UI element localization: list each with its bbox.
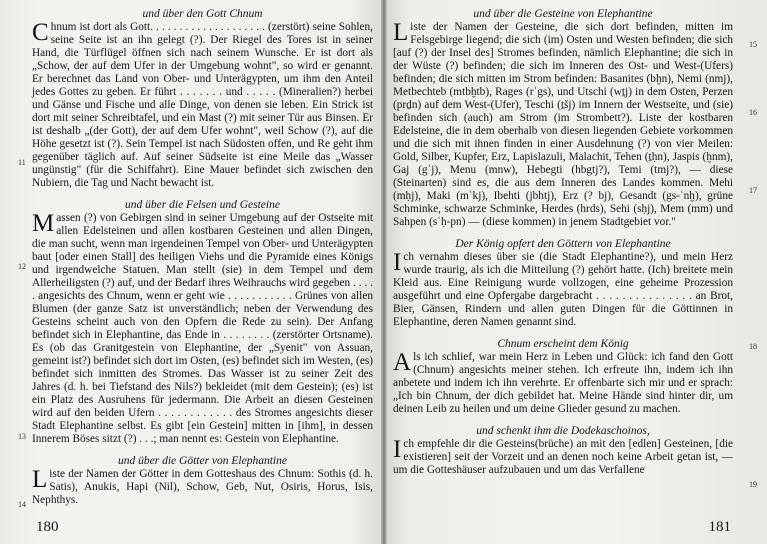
section-heading: Chnum erscheint dem König (497, 338, 629, 350)
page-number: 181 (708, 519, 731, 535)
section-heading: und über die Gesteine von Elephantine (473, 8, 653, 20)
section-dodekaschoinos (393, 425, 733, 477)
left-page (0, 0, 383, 544)
section-text: ch empfehle dir die Gesteins(brüche) an mit den [edlen] Gesteinen, [die existieren] seit der Vorzeit und an denen noch keine Arbeit getan ist, — um die Gotteshäuser aufzubauen und um das Verfallene (393, 438, 733, 476)
section-paragraph (32, 468, 373, 507)
section-heading: und über den Gott Chnum (142, 8, 263, 20)
section-text: hnum ist dort als Gott. . . . . . . . . . . . . . . . . . . . (zerstört) seine Sohlen, seine Seite ist an ihn gelegt (?). Der Riegel des Tores ist in seiner Hand, die Türflügel öffnen sich nach seinem Wunsche. Er ist dort als „Schow, der auf dem Ufer in der Umgebung wohnt", so wird er genannt. Er berechnet das Land von Ober- und Unterägypten, um ihm den Anteil jedes Gottes zu geben. Er führt . . . . . . . und . . . . . (Mineralien?) herbei und Gänse und Fische und alle Dinge, von denen sie leben. Ein Strick ist dort mit seiner Schreibtafel, und ein Mast (?) mit seiner Tür aus Binsen. Er ist deshalb „(der Gott), der auf dem Ufer wohnt", weil Schow (?), auf die Höhe gesetzt ist (?). Sein Tempel ist nach Südosten offen, und Re geht ihm gegenüber täglich auf. Auf seiner Südseite ist eine Meile das „Wasser ungünstig" (für die Schiffahrt). Eine Mauer befindet sich zwischen den Nubiern, die Tag und Nacht bewacht ist. (32, 21, 373, 189)
line-number: 15 (749, 40, 757, 49)
section-paragraph (393, 351, 733, 416)
line-number: 13 (18, 432, 26, 441)
section-text: iste der Namen der Götter in dem Gotteshaus des Chnum: Sothis (d. h. Satis), Anukis, Hapi (Nil), Schow, Geb, Nut, Osiris, Horus, Isis, Nephthys. (32, 468, 373, 506)
section-heading: und über die Felsen und Gesteine (125, 199, 280, 211)
line-number: 12 (18, 262, 26, 271)
section-heading: und schenkt ihm die Dodekaschoinos, (476, 425, 650, 437)
drop-cap: A (393, 349, 412, 376)
section-felsen-gesteine (32, 199, 373, 446)
section-gott-chnum (32, 8, 373, 190)
drop-cap: C (32, 19, 49, 46)
section-heading: Der König opfert den Göttern von Elephantine (455, 238, 671, 250)
line-number: 18 (749, 342, 757, 351)
section-paragraph (393, 438, 733, 477)
drop-cap: M (32, 210, 55, 237)
line-number: 16 (749, 108, 757, 117)
section-text: assen (?) von Gebirgen sind in seiner Umgebung auf der Ostseite mit allen Edelsteinen und allen kostbaren Gesteinen und allen Dingen, die man sucht, wenn man irgendeinen Tempel von Ober- und Unterägypten baut [oder einen Stall] des heiligen Viehs und die Pyramide eines Königs und irgendwelche Statuen. Man stellt (sie) in dem Tempel und dem Allerheiligsten (?) auf, und der Bedarf ihres Weihrauchs wird gegeben . . . . . angesichts des Chnum, wenn er geht wie . . . . . . . . . . . Grünes von allen Blumen (der ganze Satz ist unverständlich; neben der Verwendung des Gesteins scheint auch von den Opfern die Rede zu sein). Der Anfang befindet sich in Elephantine, das Ende in . . . . . . . . (zerstörter Ortsname). Es (ob das Granitgestein von Elephantine, der „Syenit" von Assuan, gemeint ist?) befindet sich dort im Osten, (es) befindet sich im Westen, (es) befindet sich inmitten des Stromes. Das Wasser ist zu seiner Zeit des Jahres (d. h. bei Tiefstand des Nils?) bekleidet (mit dem Gestein); (es) ist ein Platz des Ausruhens für jedermann. Die Arbeit an diesen Gesteinen wird auf den beiden Ufern . . . . . . . . . . . . des Stromes angesichts dieser Stadt Elephantine selbst. Es gibt [ein Gestein] mitten in [ihm], in dessen Innerem Böses sitzt (?) . . .; man nennt es: Gestein von Elephantine. (32, 212, 373, 445)
section-goetter (32, 455, 373, 507)
section-gesteine (393, 8, 733, 229)
section-text: ls ich schlief, war mein Herz in Leben und Glück: ich fand den Gott (Chnum) angesichts meiner stehen. Ich erfreute ihn, indem ich ihn anbetete und indem ich ihn verehrte. Er offenbarte sich mir und er sprach: „Ich bin Chnum, der dich gebildet hat. Meine Hände sind hinter dir, um deinen Leib zu heilen und um deine Glieder gesund zu machen. (393, 351, 733, 415)
section-paragraph (393, 21, 733, 229)
section-text: ch vernahm dieses über sie (die Stadt Elephantine?), und mein Herz wurde traurig, als ich die Mitteilung (?) gehört hatte. (Ich) breitete mein Kleid aus. Eine Reinigung wurde vollzogen, eine geheime Prozession ausgeführt und eine Opfergabe dargebracht . . . . . . . . . . . . . . . an Brot, Bier, Gänsen, Rindern und allen guten Dingen für die Göttinnen in Elephantine, deren Namen genannt sind. (393, 251, 733, 328)
book-gutter (381, 0, 387, 544)
right-page (383, 0, 767, 544)
drop-cap: I (393, 436, 402, 463)
section-paragraph (393, 251, 733, 329)
line-number: 11 (18, 158, 26, 167)
drop-cap: L (32, 466, 48, 493)
section-koenig-opfert (393, 238, 733, 329)
line-number: 14 (18, 500, 26, 509)
line-number: 17 (749, 186, 757, 195)
section-paragraph (32, 212, 373, 446)
section-chnum-erscheint (393, 338, 733, 416)
section-text: iste der Namen der Gesteine, die sich dort befinden, mitten im Felsgebirge liegend; die sich (im) Osten und Westen befinden; die sich [auf (?) der Insel des] Stromes befinden, nämlich Elephantine; die sich in der Wüste (?) befinden; die sich im Inneren des Ost- und West-(Ufers) befinden; die sich mitten im Strom befinden: Basanites (bḫn), Nemi (nmj), Metbechteb (mtbḫtb), Rages (rʿgs), und Utschi (wṯj) in dem Osten, Perzen (prḏn) auf dem West-(Ufer), Teschi (ṯšj) im Innern der Westseite, und (sie) befinden sich (auch) am Strom (im Strombett?). Liste der kostbaren Edelsteine, die in dem oberhalb von diesen liegenden Gebiete vorkommen und die sich mit ihnen finden in einer Ausdehnung (?) von vier Meilen: Gold, Silber, Kupfer, Erz, Lapislazuli, Malachit, Tehen (ṯḥn), Jaspis (ḫnm), Gaj (gʿj), Menu (mnw), Hebegti (hbgtj?), Temi (tmj?), — diese (Steinarten) sind es, die aus dem Inneren des Landes kommen. Mehi (mḥj), Maki (mʿkj), Ibehti (jbhtj), Erz (? bj), Gesandt (gs-ʿnḫ), grüne Schminke, schwarze Schminke, Herdes (hrds), Sehi (sḥj), Mem (mm) und Sahpen (sʿḥ-pn) — (diese kommen) in jenem Stadtgebiet vor." (393, 21, 733, 228)
line-number: 19 (749, 480, 757, 489)
drop-cap: L (393, 19, 409, 46)
drop-cap: I (393, 249, 402, 276)
page-number: 180 (36, 519, 59, 535)
section-heading: und über die Götter von Elephantine (118, 455, 287, 467)
section-paragraph (32, 21, 373, 190)
